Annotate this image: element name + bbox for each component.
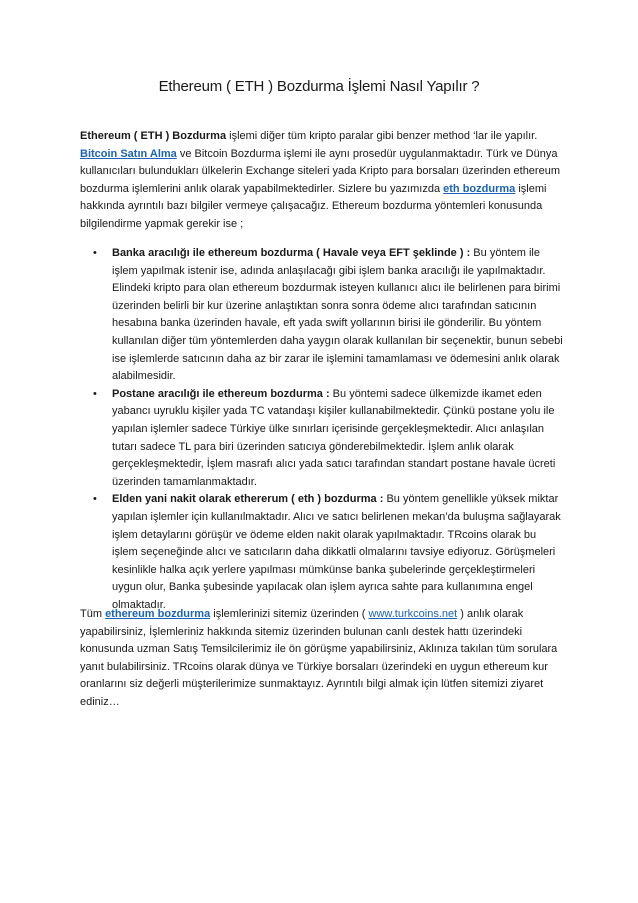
- list-item: [80, 491, 564, 614]
- methods-list: [80, 245, 564, 614]
- ethereum-bozdurma-link[interactable]: ethereum bozdurma: [105, 608, 211, 620]
- intro-text-2: ve Bitcoin Bozdurma işlemi ile aynı prosedür uygulanmaktadır. Türk ve Dünya kullanıcıları bulundukları ülkelerin Exchange siteleri yada Kripto para borsaları üzerinden ethereum bozdurma işlemlerini anlık olarak yapabilmektedirler. Sizlere bu yazımızda: [80, 147, 560, 195]
- document-title: Ethereum ( ETH ) Bozdurma İşlemi Nasıl Yapılır ?: [158, 78, 480, 95]
- bullet-icon: •: [93, 387, 97, 400]
- list-item-text: Bu yöntem ile işlem yapılmak istenir ise, adında anlaşılacağı gibi işlem banka aracılığı ile yapılmaktadır. Elindeki kripto para olan ethereum bozdurmak isteyen kullanıcı alıcı ile belirlenen para birimi üzerinden belirli bir kur üzerine anlaştıktan sonra sonra ödeme alıcı tarafından satıcının hesabına banka üzerinden havale, eft yada swift yollarının birisi ile gönderilir. Bu yöntem kullanılan diğer tüm yöntemlerden daha yaygın olarak kullanılan bir seçenektir, bunun sebebi ise işlemlerde satıcının daha az bir zarar ile işlemini tamamlaması ve ödemesini anlık olarak alabilmesidir.: [112, 247, 563, 383]
- closing-text-3: ) anlık olarak yapabilirsiniz, İşlemleriniz hakkında sitemiz üzerinden bulunan canlı destek hattı üzerindeki konusunda uzman Satış Temsilcilerimiz ile ön görüşme yapabilirsiniz, Aklınıza takılan tüm sorulara yanıt bulabilirsiniz. TRcoins olarak dünya ve Türkiye borsaları üzerindeki en uygun ethereum kur oranlarını siz değerli müşterilerimize sunmaktayız. Ayrıntılı bilgi almak için lütfen sitemizi ziyaret ediniz…: [80, 608, 558, 708]
- closing-text-1: Tüm: [80, 608, 106, 620]
- turkcoins-url-link[interactable]: www.turkcoins.net: [368, 608, 458, 620]
- eth-bozdurma-link[interactable]: eth bozdurma: [443, 182, 516, 195]
- list-item-text: Bu yöntemi sadece ülkemizde ikamet eden yabancı uyruklu kişiler yada TC vatandaşı kişiler kullanabilmektedir. Çünkü postane yolu ile yapılan işlemler sadece Türkiye ülke sınırları içerisinde gerçekleşmektedir. Alıcı anlaşılan tutarı sadece TL para biri üzerinden satıcıya gönderebilmektedir. İşlem anlık olarak gerçekleşmektedir, İşlem masrafı alıcı yada satıcı tarafından standart postane havale ücreti üzerinden tamamlanmaktadır.: [112, 387, 556, 488]
- bitcoin-satin-alma-link[interactable]: Bitcoin Satın Alma: [80, 147, 177, 160]
- intro-paragraph: [80, 128, 564, 234]
- bullet-icon: •: [93, 493, 97, 506]
- list-item: [80, 386, 564, 492]
- list-item-text: Bu yöntem genellikle yüksek miktar yapılan işlemler için kullanılmaktadır. Alıcı ve satıcı belirlenen mekan’da buluşma sağlayarak işlem detaylarını görüşür ve ödeme elden nakit olarak yapılmaktadır. TRcoins olarak bu işlem seçeneğinde alıcı ve satıcıların daha dikkatli olmalarını tavsiye ediyoruz. Görüşmeleri kesinlikle halka açık yerlere yapılması mümkünse banka şubelerinde gerçekleştirmeleri uygun olur, Banka şubesinde yapılacak olan işlem ayrıca sahte para kullanımına engel olmaktadır.: [112, 493, 561, 611]
- list-item: [80, 245, 564, 386]
- list-item-heading: Elden yani nakit olarak ethererum ( eth ) bozdurma :: [112, 493, 384, 506]
- list-item-heading: Banka aracılığı ile ethereum bozdurma ( Havale veya EFT şeklinde ) :: [112, 247, 471, 259]
- intro-text-1: işlemi diğer tüm kripto paralar gibi benzer method ‘lar ile yapılır.: [226, 130, 538, 142]
- intro-text-3: işlemi hakkında ayrıntılı bazı bilgiler vermeye çalışacağız. Ethereum bozdurma yöntemleri konusunda bilgilendirme yapmak gerekir ise ;: [80, 182, 547, 230]
- bullet-icon: •: [93, 247, 97, 259]
- closing-text-2: işlemlerinizi sitemiz üzerinden (: [210, 608, 369, 620]
- list-item-heading: Postane aracılığı ile ethereum bozdurma :: [112, 387, 330, 400]
- closing-paragraph: [80, 606, 564, 712]
- intro-lead: Ethereum ( ETH ) Bozdurma: [80, 130, 227, 142]
